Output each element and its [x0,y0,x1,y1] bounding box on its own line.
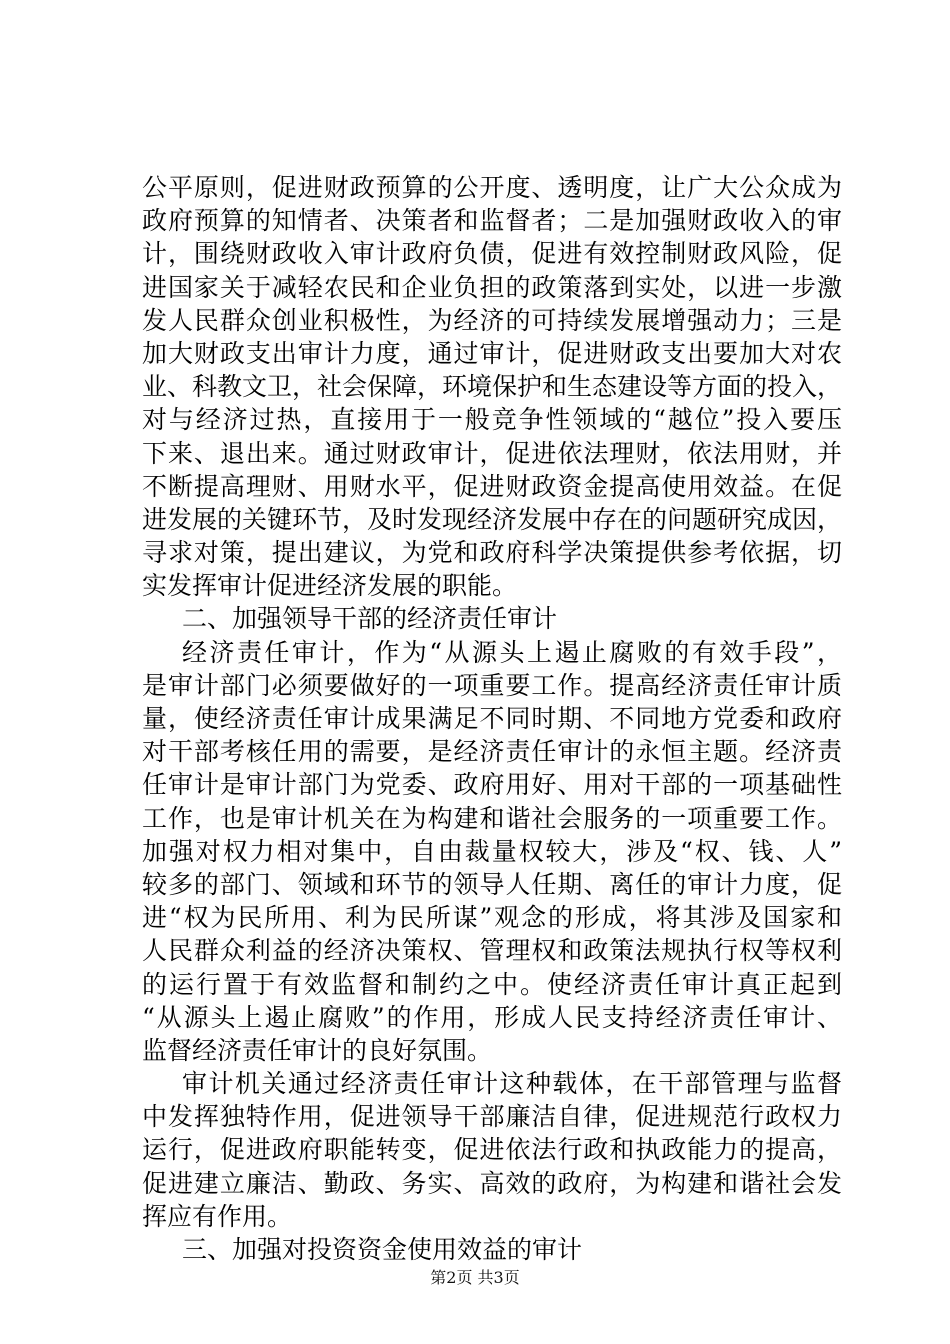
text-line: 任审计是审计部门为党委、政府用好、用对干部的一项基础性 [142,770,842,800]
text-line: 人民群众利益的经济决策权、管理权和政策法规执行权等权利 [142,936,842,966]
text-line: 较多的部门、领域和环节的领导人任期、离任的审计力度，促 [142,869,842,899]
text-line: 监督经济责任审计的良好氛围。 [142,1035,493,1065]
text-line: “从源头上遏止腐败”的作用，形成人民支持经济责任审计、 [142,1002,842,1032]
text-line: 业、科教文卫，社会保障，环境保护和生态建设等方面的投入， [142,372,843,402]
text-line: 下来、退出来。通过财政审计，促进依法理财，依法用财，并 [142,438,842,468]
text-line: 政府预算的知情者、决策者和监督者；二是加强财政收入的审 [142,206,842,236]
text-line: 工作，也是审计机关在为构建和谐社会服务的一项重要工作。 [142,803,842,833]
text-line: 经济责任审计，作为“从源头上遏止腐败的有效手段”， [182,637,842,667]
text-line: 进国家关于减轻农民和企业负担的政策落到实处，以进一步激 [142,272,842,302]
text-line: 计，围绕财政收入审计政府负债，促进有效控制财政风险，促 [142,239,842,269]
text-line: 进“权为民所用、利为民所谋”观念的形成，将其涉及国家和 [142,903,842,933]
page-indicator: 第2页 共3页 [430,1268,520,1287]
text-line: 寻求对策，提出建议，为党和政府科学决策提供参考依据，切 [142,538,842,568]
text-line: 不断提高理财、用财水平，促进财政资金提高使用效益。在促 [142,471,842,501]
text-line: 是审计部门必须要做好的一项重要工作。提高经济责任审计质 [142,670,842,700]
text-line: 运行，促进政府职能转变，促进依法行政和执政能力的提高， [142,1135,842,1165]
text-line: 实发挥审计促进经济发展的职能。 [142,571,518,601]
section-heading: 三、加强对投资资金使用效益的审计 [182,1235,583,1264]
text-line: 量，使经济责任审计成果满足不同时期、不同地方党委和政府 [142,704,842,733]
text-line: 中发挥独特作用，促进领导干部廉洁自律，促进规范行政权力 [142,1102,842,1132]
text-line: 发人民群众创业积极性，为经济的可持续发展增强动力；三是 [142,305,842,335]
document-body [142,171,842,1266]
text-line: 的运行置于有效监督和制约之中。使经济责任审计真正起到 [142,969,842,999]
text-line: 加大财政支出审计力度，通过审计，促进财政支出要加大对农 [142,338,842,368]
page-footer [0,1268,950,1288]
text-line: 挥应有作用。 [142,1201,293,1231]
text-line: 促进建立廉洁、勤政、务实、高效的政府，为构建和谐社会发 [142,1168,842,1198]
text-line: 加强对权力相对集中，自由裁量权较大，涉及“权、钱、人” [142,836,842,866]
text-line: 对与经济过热，直接用于一般竞争性领域的“越位”投入要压 [142,405,842,435]
section-heading: 二、加强领导干部的经济责任审计 [182,604,558,634]
text-line: 审计机关通过经济责任审计这种载体，在干部管理与监督 [182,1069,842,1099]
text-line: 进发展的关键环节，及时发现经济发展中存在的问题研究成因， [142,504,843,534]
text-line: 对干部考核任用的需要，是经济责任审计的永恒主题。经济责 [142,737,842,767]
text-line: 公平原则，促进财政预算的公开度、透明度，让广大公众成为 [142,173,842,202]
